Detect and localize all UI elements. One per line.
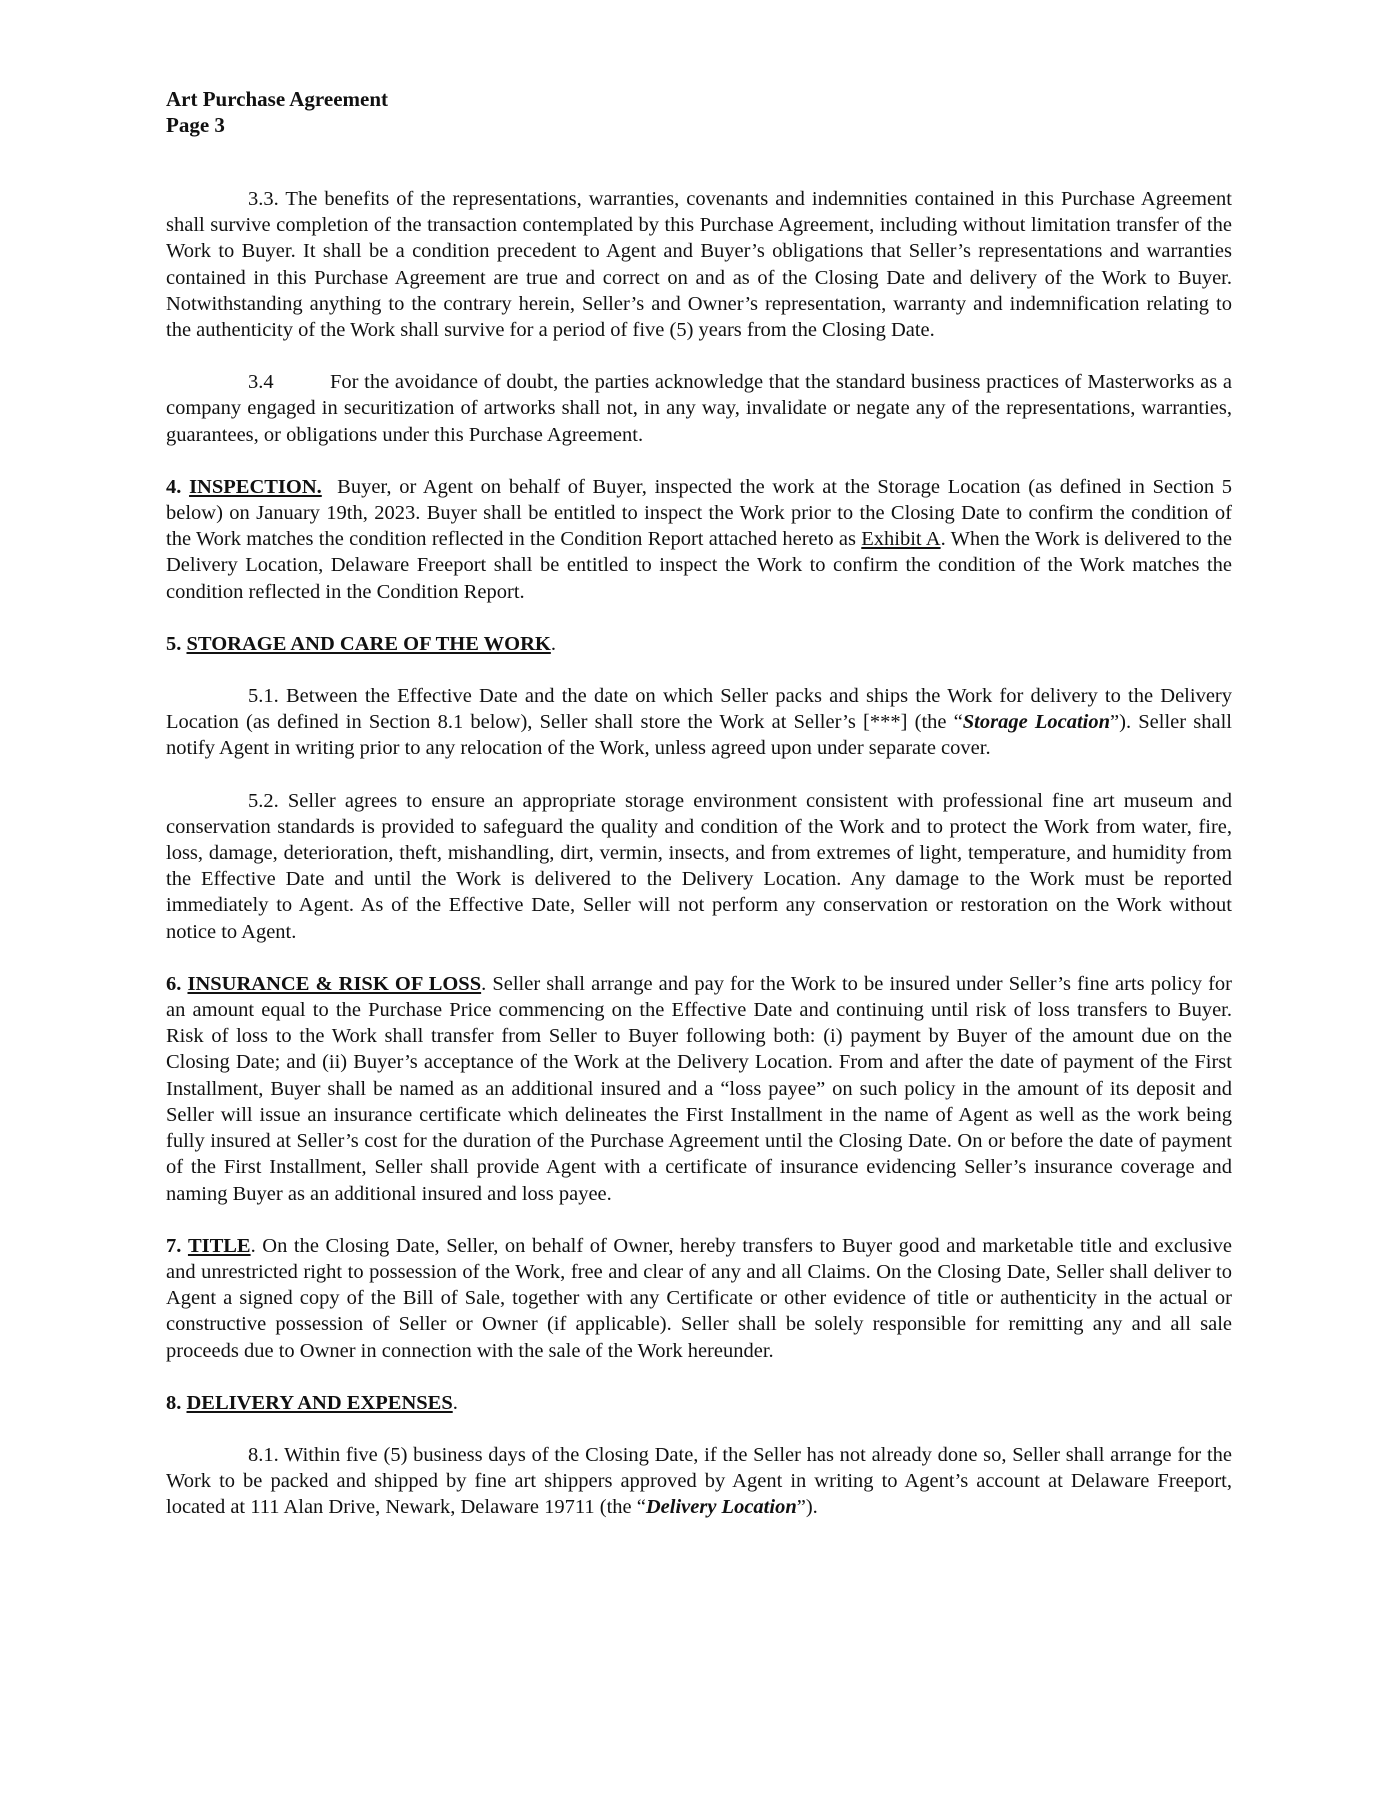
section-7-number: 7. — [166, 1234, 182, 1257]
paragraph-5-1 — [166, 683, 1232, 762]
section-8-title: DELIVERY AND EXPENSES — [186, 1391, 453, 1414]
section-4-text: Buyer, or Agent on behalf of Buyer, inspected the work at the Storage Location (as defined in Section 5 below) on January 19th, 2023. Buyer shall be entitled to inspect the Work prior to the Closing Date to confirm the condition of the Work matches the condition reflected in the Condition Report attached hereto as — [166, 475, 1233, 551]
section-5-title-period: . — [550, 632, 556, 655]
document-body — [166, 186, 1232, 1521]
storage-location-term: Storage Location — [962, 711, 1111, 734]
document-title: Art Purchase Agreement — [166, 87, 388, 111]
paragraph-3-3 — [166, 186, 1232, 343]
section-7-text: . On the Closing Date, Seller, on behalf of Owner, hereby transfers to Buyer good and marketable title and exclusive and unrestricted right to possession of the Work, free and clear of any and all Claims. On the Closing Date, Seller shall deliver to Agent a signed copy of the Bill of Sale, together with any Certificate or other evidence of title or authenticity in the actual or constructive possession of Seller or Owner (if applicable). Seller shall be solely responsible for remitting any and all sale proceeds due to Owner in connection with the sale of the Work hereunder. — [166, 1234, 1233, 1362]
section-4-inspection — [166, 474, 1232, 605]
section-5-title: STORAGE AND CARE OF THE WORK — [186, 632, 551, 655]
section-4-number: 4. — [166, 475, 182, 498]
section-7-title: TITLE — [187, 1234, 251, 1257]
section-8-heading — [166, 1390, 1232, 1416]
paragraph-3-4-number: 3.4 — [248, 371, 274, 394]
delivery-location-term: Delivery Location — [645, 1496, 797, 1519]
exhibit-a-reference: Exhibit A — [861, 528, 941, 551]
paragraph-5-1-text-after: ”). Seller shall notify Agent in writing prior to any relocation of the Work, unless agreed upon under separate cover. — [166, 711, 1232, 760]
document-header — [166, 86, 1232, 138]
section-5-heading — [166, 631, 1232, 657]
section-6-number: 6. — [166, 972, 182, 995]
paragraph-5-2 — [166, 788, 1232, 945]
paragraph-3-4-text: For the avoidance of doubt, the parties acknowledge that the standard business practices of Masterworks as a company engaged in securitization of artworks shall not, in any way, invalidate or negate any of the representations, warranties, guarantees, or obligations under this Purchase Agreement. — [166, 371, 1232, 446]
page-number: Page 3 — [166, 113, 225, 137]
section-6-text: . Seller shall arrange and pay for the Work to be insured under Seller’s fine arts policy for an amount equal to the Purchase Price commencing on the Effective Date and continuing until risk of loss transfers to Buyer. Risk of loss to the Work shall transfer from Seller to Buyer following both: (i) payment by Buyer of the amount due on the Closing Date; and (ii) Buyer’s acceptance of the Work at the Delivery Location. From and after the date of payment of the First Installment, Buyer shall be named as an additional insured and a “loss payee” on such policy in the amount of its deposit and Seller will issue an insurance certificate which delineates the First Installment in the name of Agent as well as the work being fully insured at Seller’s cost for the duration of the Purchase Agreement until the Closing Date. On or before the date of payment of the First Installment, Seller shall provide Agent with a certificate of insurance evidencing Seller’s insurance coverage and naming Buyer as an additional insured and loss payee. — [166, 972, 1233, 1205]
section-8-title-period: . — [452, 1391, 458, 1414]
paragraph-3-3-text: 3.3. The benefits of the representations, warranties, covenants and indemnities contained in this Purchase Agreement shall survive completion of the transaction contemplated by this Purchase Agreement, including without limitation transfer of the Work to Buyer. It shall be a condition precedent to Agent and Buyer’s obligations that Seller’s representations and warranties contained in this Purchase Agreement are true and correct on and as of the Closing Date and delivery of the Work to Buyer. Notwithstanding anything to the contrary herein, Seller’s and Owner’s representation, warranty and indemnification relating to the authenticity of the Work shall survive for a period of five (5) years from the Closing Date. — [166, 188, 1232, 342]
section-8-number: 8. — [166, 1391, 182, 1414]
section-6-insurance — [166, 971, 1232, 1207]
paragraph-5-2-text: 5.2. Seller agrees to ensure an appropriate storage environment consistent with professional fine art museum and conservation standards is provided to safeguard the quality and condition of the Work and to protect the Work from water, fire, loss, damage, deterioration, theft, mishandling, dirt, vermin, insects, and from extremes of light, temperature, and humidity from the Effective Date and until the Work is delivered to the Delivery Location. Any damage to the Work must be reported immediately to Agent. As of the Effective Date, Seller will not perform any conservation or restoration on the Work without notice to Agent. — [166, 789, 1232, 943]
section-7-title-clause — [166, 1233, 1232, 1364]
section-4-text-after: . When the Work is delivered to the Delivery Location, Delaware Freeport shall be entitled to inspect the Work to confirm the condition of the Work matches the condition reflected in the Condition Report. — [166, 528, 1232, 603]
paragraph-8-1 — [166, 1442, 1232, 1521]
paragraph-8-1-text: 8.1. Within five (5) business days of the Closing Date, if the Seller has not already done so, Seller shall arrange for the Work to be packed and shipped by fine art shippers approved by Agent in writing to Agent’s account at Delaware Freeport, located at 111 Alan Drive, Newark, Delaware 19711 (the “ — [166, 1443, 1232, 1519]
paragraph-3-4 — [166, 369, 1232, 448]
section-4-title: INSPECTION. — [189, 475, 322, 498]
document-page — [166, 86, 1232, 1547]
paragraph-5-1-text: 5.1. Between the Effective Date and the date on which Seller packs and ships the Work for delivery to the Delivery Location (as defined in Section 8.1 below), Seller shall store the Work at Seller’s [***] (the “ — [166, 685, 1232, 734]
paragraph-8-1-text-after: ”). — [796, 1496, 818, 1519]
section-6-title: INSURANCE & RISK OF LOSS — [187, 972, 482, 995]
section-5-number: 5. — [166, 632, 182, 655]
